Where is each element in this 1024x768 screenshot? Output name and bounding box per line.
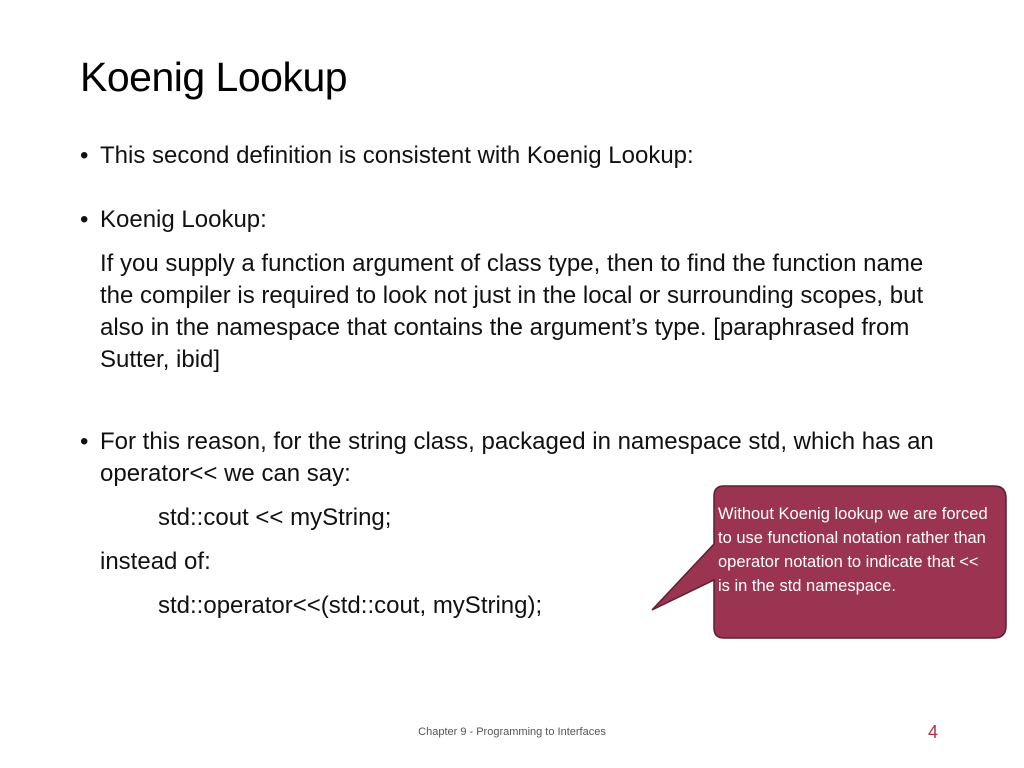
bullet-text: For this reason, for the string class, packaged in namespace std, which has an operator<< we can say: [100, 428, 934, 487]
bullet-marker: • [80, 206, 89, 233]
page-number: 4 [928, 722, 939, 742]
callout-text: Without Koenig lookup we are forced to use functional notation rather than operator notation to indicate that << is in the std namespace. [718, 505, 988, 595]
bullet-item [80, 426, 960, 490]
slide-footer: Chapter 9 - Programming to Interfaces [418, 726, 606, 738]
instead-of-label: instead of: [100, 548, 211, 575]
bullet-marker: • [80, 142, 89, 169]
bullet-text: This second definition is consistent with Koenig Lookup: [100, 142, 694, 169]
bullet-item [80, 140, 960, 172]
callout-bubble [648, 484, 1010, 644]
code-example-cout: std::cout << myString; [158, 504, 392, 531]
bullet-marker: • [80, 428, 89, 455]
slide-title: Koenig Lookup [80, 54, 348, 100]
definition-paragraph: If you supply a function argument of class type, then to find the function name the compiler is required to look not just in the local or surrounding scopes, but also in the namespace that contains the argument’s type. [paraphrased from Sutter, ibid] [100, 250, 924, 373]
bullet-text: Koenig Lookup: [100, 206, 267, 233]
code-example-operator: std::operator<<(std::cout, myString); [158, 592, 543, 619]
bullet-item [80, 204, 960, 236]
